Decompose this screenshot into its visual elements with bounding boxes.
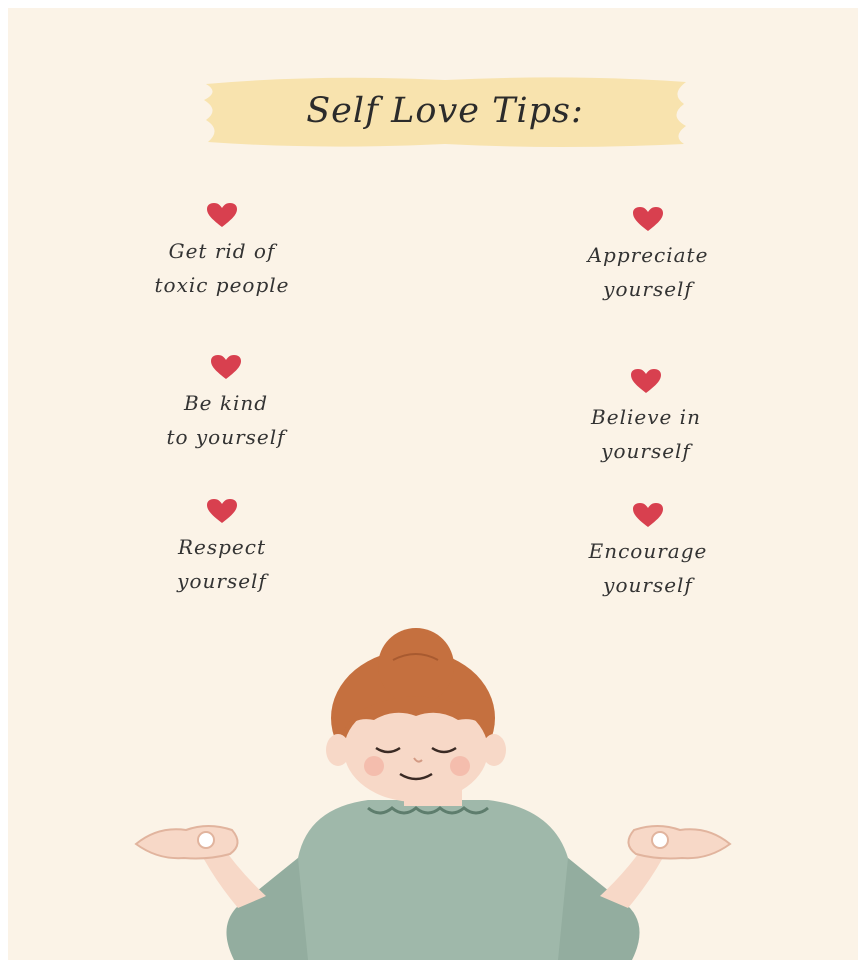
heart-icon	[632, 502, 664, 528]
left-hand-mudra	[198, 832, 214, 848]
heart-icon	[206, 498, 238, 524]
heart-icon	[632, 206, 664, 232]
tip-line: yourself	[601, 439, 691, 463]
tip-item	[112, 202, 332, 302]
tip-line: toxic people	[154, 273, 290, 297]
tip-line: Get rid of	[168, 239, 276, 263]
tip-text	[116, 386, 336, 454]
right-cheek	[450, 756, 470, 776]
tip-item	[112, 498, 332, 598]
right-hand	[628, 826, 730, 859]
tip-item	[538, 502, 758, 602]
heart-icon	[210, 354, 242, 380]
tip-line: Be kind	[183, 391, 269, 415]
tip-line: yourself	[603, 277, 693, 301]
left-cheek	[364, 756, 384, 776]
tip-item	[536, 368, 756, 468]
tip-text	[112, 234, 332, 302]
tip-line: Respect	[177, 535, 267, 559]
tip-text	[536, 400, 756, 468]
title-banner	[200, 72, 690, 150]
left-hand	[136, 826, 238, 859]
hair-bun	[378, 628, 454, 704]
tip-line: to yourself	[166, 425, 286, 449]
tip-item	[538, 206, 758, 306]
right-hand-mudra	[652, 832, 668, 848]
poster	[8, 8, 858, 960]
heart-icon	[206, 202, 238, 228]
tip-line: Appreciate	[587, 243, 709, 267]
heart-icon	[630, 368, 662, 394]
tip-text	[538, 534, 758, 602]
tip-item	[116, 354, 336, 454]
tip-line: Believe in	[591, 405, 701, 429]
tip-line: yourself	[177, 569, 267, 593]
tip-line: yourself	[603, 573, 693, 597]
tip-text	[112, 530, 332, 598]
tip-line: Encourage	[588, 539, 708, 563]
page-title: Self Love Tips:	[306, 91, 584, 131]
meditating-woman-illustration	[8, 608, 858, 960]
tip-text	[538, 238, 758, 306]
